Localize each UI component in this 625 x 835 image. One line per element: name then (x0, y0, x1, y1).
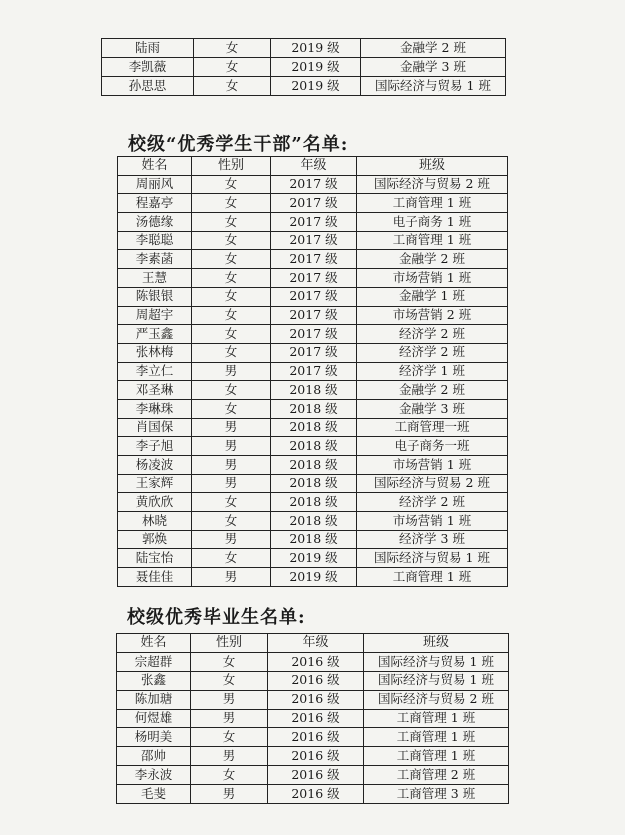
name-cell: 陆雨 (102, 39, 194, 58)
name-cell: 李聪聪 (118, 231, 192, 250)
table-row (118, 287, 508, 306)
gender-cell: 男 (192, 568, 271, 587)
class-cell: 国际经济与贸易 2 班 (357, 474, 508, 493)
grade-cell: 2017 级 (271, 343, 357, 362)
class-cell: 工商管理 1 班 (364, 728, 509, 747)
grade-cell: 2016 级 (268, 728, 364, 747)
class-cell: 金融学 3 班 (361, 58, 506, 77)
grade-cell: 2018 级 (271, 530, 357, 549)
table-row (118, 343, 508, 362)
class-cell: 经济学 3 班 (357, 530, 508, 549)
col-header-grade: 年级 (268, 634, 364, 653)
table-row (118, 493, 508, 512)
col-header-gender: 性别 (192, 157, 271, 176)
grade-cell: 2017 级 (271, 194, 357, 213)
name-cell: 周超宇 (118, 306, 192, 325)
class-cell: 国际经济与贸易 1 班 (364, 671, 509, 690)
gender-cell: 女 (192, 250, 271, 269)
gender-cell: 女 (194, 58, 271, 77)
name-cell: 李立仁 (118, 362, 192, 381)
name-cell: 汤德缘 (118, 213, 192, 232)
gender-cell: 女 (192, 381, 271, 400)
table-row (117, 652, 509, 671)
grade-cell: 2017 级 (271, 250, 357, 269)
name-cell: 陈加瑭 (117, 690, 191, 709)
gender-cell: 女 (192, 231, 271, 250)
class-cell: 市场营销 1 班 (357, 512, 508, 531)
table-row (117, 785, 509, 804)
grade-cell: 2016 级 (268, 747, 364, 766)
class-cell: 金融学 1 班 (357, 287, 508, 306)
grade-cell: 2016 级 (268, 690, 364, 709)
class-cell: 国际经济与贸易 2 班 (357, 175, 508, 194)
class-cell: 国际经济与贸易 1 班 (364, 652, 509, 671)
name-cell: 陈银银 (118, 287, 192, 306)
gender-cell: 男 (192, 474, 271, 493)
table-row (117, 766, 509, 785)
grade-cell: 2017 级 (271, 287, 357, 306)
name-cell: 肖国保 (118, 418, 192, 437)
table-row (118, 306, 508, 325)
outstanding-cadres-table (117, 156, 508, 587)
name-cell: 李琳珠 (118, 399, 192, 418)
grade-cell: 2017 级 (271, 231, 357, 250)
col-header-class: 班级 (364, 634, 509, 653)
grade-cell: 2018 级 (271, 437, 357, 456)
table-row (118, 194, 508, 213)
grade-cell: 2018 级 (271, 493, 357, 512)
grade-cell: 2018 级 (271, 474, 357, 493)
name-cell: 王家辉 (118, 474, 192, 493)
gender-cell: 女 (191, 652, 268, 671)
outstanding-graduates-table (116, 633, 509, 804)
class-cell: 金融学 2 班 (357, 250, 508, 269)
gender-cell: 女 (194, 39, 271, 58)
table-row (118, 250, 508, 269)
gender-cell: 女 (192, 306, 271, 325)
gender-cell: 女 (192, 213, 271, 232)
name-cell: 杨凌波 (118, 456, 192, 475)
table-row (118, 456, 508, 475)
col-header-grade: 年级 (271, 157, 357, 176)
gender-cell: 男 (192, 418, 271, 437)
gender-cell: 女 (192, 343, 271, 362)
name-cell: 李永波 (117, 766, 191, 785)
table-row (118, 530, 508, 549)
gender-cell: 男 (191, 709, 268, 728)
name-cell: 聂佳佳 (118, 568, 192, 587)
name-cell: 严玉鑫 (118, 325, 192, 344)
name-cell: 李凯薇 (102, 58, 194, 77)
table-row (118, 175, 508, 194)
grade-cell: 2016 级 (268, 709, 364, 728)
table-row (118, 399, 508, 418)
table-row (118, 362, 508, 381)
class-cell: 金融学 2 班 (361, 39, 506, 58)
table-row (118, 231, 508, 250)
table-row (118, 474, 508, 493)
gender-cell: 女 (191, 728, 268, 747)
class-cell: 市场营销 1 班 (357, 269, 508, 288)
name-cell: 孙思思 (102, 77, 194, 96)
name-cell: 陆宝怡 (118, 549, 192, 568)
gender-cell: 男 (192, 362, 271, 381)
class-cell: 工商管理 3 班 (364, 785, 509, 804)
table-row (118, 512, 508, 531)
table-row (117, 747, 509, 766)
class-cell: 电子商务一班 (357, 437, 508, 456)
class-cell: 国际经济与贸易 1 班 (357, 549, 508, 568)
table-row (102, 39, 506, 58)
name-cell: 程嘉亭 (118, 194, 192, 213)
class-cell: 经济学 1 班 (357, 362, 508, 381)
table-row (118, 418, 508, 437)
grade-cell: 2019 级 (271, 549, 357, 568)
table-row (117, 728, 509, 747)
name-cell: 邓圣琳 (118, 381, 192, 400)
gender-cell: 女 (191, 671, 268, 690)
gender-cell: 女 (192, 493, 271, 512)
table-row (118, 269, 508, 288)
gender-cell: 男 (191, 785, 268, 804)
name-cell: 宗超群 (117, 652, 191, 671)
gender-cell: 男 (191, 747, 268, 766)
class-cell: 工商管理 1 班 (357, 231, 508, 250)
table2-body (118, 175, 508, 586)
class-cell: 经济学 2 班 (357, 493, 508, 512)
name-cell: 黄欣欣 (118, 493, 192, 512)
grade-cell: 2019 级 (271, 568, 357, 587)
class-cell: 电子商务 1 班 (357, 213, 508, 232)
gender-cell: 男 (192, 456, 271, 475)
grade-cell: 2018 级 (271, 381, 357, 400)
table-row (118, 437, 508, 456)
name-cell: 李子旭 (118, 437, 192, 456)
grade-cell: 2019 级 (271, 77, 361, 96)
name-cell: 林晓 (118, 512, 192, 531)
student-list-table-continued (101, 38, 506, 96)
table1-body (102, 39, 506, 96)
table-row (117, 709, 509, 728)
table-row (118, 549, 508, 568)
gender-cell: 男 (192, 530, 271, 549)
class-cell: 金融学 2 班 (357, 381, 508, 400)
grade-cell: 2016 级 (268, 766, 364, 785)
col-header-class: 班级 (357, 157, 508, 176)
grade-cell: 2019 级 (271, 39, 361, 58)
table-row (118, 568, 508, 587)
class-cell: 工商管理 1 班 (357, 568, 508, 587)
table-row (117, 690, 509, 709)
name-cell: 张林梅 (118, 343, 192, 362)
class-cell: 金融学 3 班 (357, 399, 508, 418)
table-row (118, 381, 508, 400)
name-cell: 张鑫 (117, 671, 191, 690)
outstanding-cadres-title: 校级“优秀学生干部”名单: (128, 134, 349, 155)
class-cell: 国际经济与贸易 1 班 (361, 77, 506, 96)
grade-cell: 2018 级 (271, 418, 357, 437)
gender-cell: 女 (191, 766, 268, 785)
grade-cell: 2017 级 (271, 306, 357, 325)
grade-cell: 2017 级 (271, 325, 357, 344)
name-cell: 杨明美 (117, 728, 191, 747)
gender-cell: 女 (192, 512, 271, 531)
grade-cell: 2017 级 (271, 175, 357, 194)
outstanding-graduates-title: 校级优秀毕业生名单: (127, 607, 306, 628)
table-row (118, 213, 508, 232)
col-header-gender: 性别 (191, 634, 268, 653)
gender-cell: 女 (192, 269, 271, 288)
class-cell: 工商管理 1 班 (357, 194, 508, 213)
grade-cell: 2017 级 (271, 362, 357, 381)
grade-cell: 2018 级 (271, 512, 357, 531)
outstanding-graduates-header (117, 634, 509, 653)
class-cell: 工商管理 1 班 (364, 747, 509, 766)
gender-cell: 男 (192, 437, 271, 456)
table-row (118, 325, 508, 344)
class-cell: 国际经济与贸易 2 班 (364, 690, 509, 709)
class-cell: 经济学 2 班 (357, 325, 508, 344)
table3-body (117, 652, 509, 803)
gender-cell: 女 (192, 399, 271, 418)
grade-cell: 2019 级 (271, 58, 361, 77)
name-cell: 郭焕 (118, 530, 192, 549)
grade-cell: 2018 级 (271, 399, 357, 418)
name-cell: 周丽风 (118, 175, 192, 194)
class-cell: 工商管理 1 班 (364, 709, 509, 728)
table-row (102, 58, 506, 77)
class-cell: 市场营销 2 班 (357, 306, 508, 325)
gender-cell: 男 (191, 690, 268, 709)
table-row (102, 77, 506, 96)
grade-cell: 2017 级 (271, 213, 357, 232)
class-cell: 工商管理一班 (357, 418, 508, 437)
outstanding-cadres-header (118, 157, 508, 176)
table-row (117, 671, 509, 690)
col-header-name: 姓名 (117, 634, 191, 653)
gender-cell: 女 (192, 175, 271, 194)
gender-cell: 女 (192, 549, 271, 568)
name-cell: 邵帅 (117, 747, 191, 766)
name-cell: 李素菡 (118, 250, 192, 269)
class-cell: 市场营销 1 班 (357, 456, 508, 475)
name-cell: 何煜雄 (117, 709, 191, 728)
grade-cell: 2018 级 (271, 456, 357, 475)
grade-cell: 2016 级 (268, 652, 364, 671)
gender-cell: 女 (192, 194, 271, 213)
name-cell: 王慧 (118, 269, 192, 288)
grade-cell: 2016 级 (268, 785, 364, 804)
gender-cell: 女 (194, 77, 271, 96)
col-header-name: 姓名 (118, 157, 192, 176)
name-cell: 毛斐 (117, 785, 191, 804)
class-cell: 工商管理 2 班 (364, 766, 509, 785)
gender-cell: 女 (192, 325, 271, 344)
gender-cell: 女 (192, 287, 271, 306)
class-cell: 经济学 2 班 (357, 343, 508, 362)
grade-cell: 2016 级 (268, 671, 364, 690)
grade-cell: 2017 级 (271, 269, 357, 288)
